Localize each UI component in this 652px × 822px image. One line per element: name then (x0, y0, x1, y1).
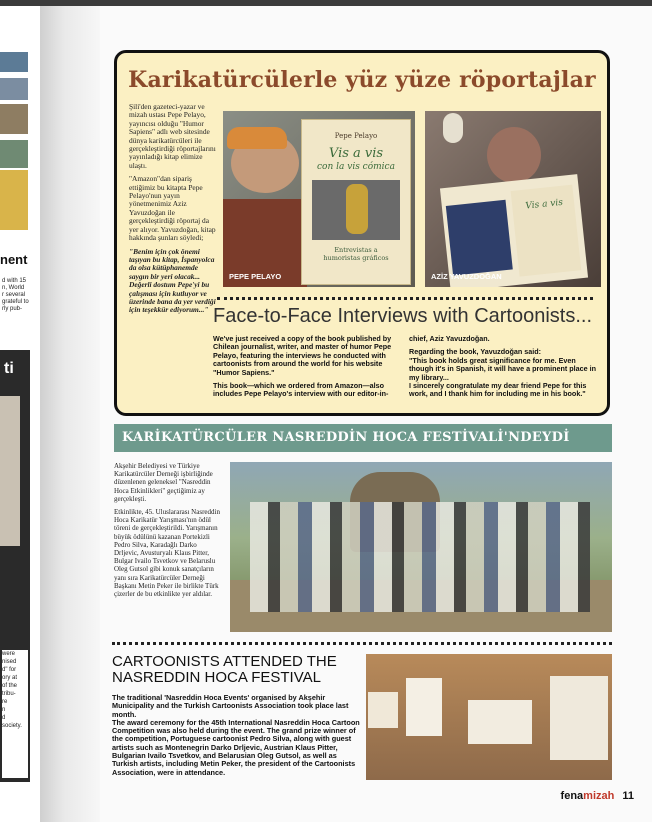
festival-english-title (112, 654, 362, 686)
paragraph: Regarding the book, Yavuzdoğan said: (409, 347, 542, 357)
exhibited-cartoon (550, 676, 608, 760)
thumbnail-image (0, 78, 28, 100)
background-sign (443, 113, 463, 143)
previous-page-edge (0, 6, 40, 822)
book-character-illustration (346, 184, 368, 234)
paragraph: chief, Aziz Yavuzdoğan. (409, 334, 490, 343)
english-subtitle: Face-to-Face Interviews with Cartoonists... (213, 305, 593, 327)
left-page-photo (0, 396, 20, 546)
magazine-brand: fena (560, 790, 584, 802)
magazine-brand: mizah (583, 790, 615, 802)
book-subtitle: Entrevistas a (334, 246, 378, 254)
thumbnail-image (0, 104, 28, 134)
paragraph: We've just received a copy of the book published by Chilean journalist, writer, and master of humor Pepe Pelayo, featuring the interviews he conducted with cartoonists from around the world for his website "Humor Sapiens." (213, 334, 392, 377)
paragraph: I sincerely congratulate my dear friend Pepe for this work, and I thank him for including me in his book." (409, 381, 587, 399)
book-page-illustration (446, 200, 513, 276)
photo-caption: AZİZ YAVUZDOĞAN (431, 272, 502, 281)
pepe-pelayo-photo (223, 111, 415, 287)
paragraph: "Amazon"dan sipariş ettiğimiz bu kitapta Pepe Pelayo'nun yayın yönetmenimiz Aziz Yavuzdoğan ile gerçekleştirdiği röportaj da yer alıyor. Yavuzdoğan, kitap hakkında şunları söyledi; (129, 174, 216, 243)
paragraph: Etkinlikte, 45. Uluslararası Nasreddin Hoca Karikatür Yarışması'nın ödül töreni de gerçekleştirildi. Yarışmanın büyük ödülünü kazanan Portekizli Pedro Silva, Karadağlı Darko Drljevic, Avusturyalı Klaus Pitter, Bulgar Ivailo Tsvetkov ve Belaruslu Oleg Gutsol gibi konuk sanatçıların yanı sıra Karikatürcüler Derneği Başkanı Metin Peker ile birlikte Türk çizerler de bu etkinlikte yer aldılar. (114, 508, 220, 599)
paragraph: Akşehir Belediyesi ve Türkiye Karikatürcüler Derneği işbirliğinde düzenlenen geleneksel "Nasreddin Hoca Etkinlikleri" geçtiğimiz ay gerçekleşti. (114, 462, 213, 503)
photo-caption: PEPE PELAYO (229, 272, 282, 281)
aziz-yavuzdogan-photo (425, 111, 601, 287)
title-line: NASREDDIN HOCA FESTIVAL (112, 669, 321, 686)
exhibited-cartoon (406, 678, 442, 736)
interview-feature-box (114, 50, 610, 416)
feature-title: Karikatürcülerle yüz yüze röportajlar (128, 67, 596, 93)
left-page-text: d with 15 n, World r several grateful to rly pub- (2, 278, 29, 312)
thumbnail-image (0, 140, 28, 168)
book-cover (301, 119, 411, 285)
title-line: CARTOONISTS ATTENDED THE (112, 653, 337, 670)
dotted-divider (112, 642, 612, 645)
turkish-text-column (129, 103, 217, 320)
festival-group-photo (230, 462, 612, 632)
festival-banner-title: KARİKATÜRCÜLER NASREDDİN HOCA FESTİVALİ'NDEYDİ (122, 430, 570, 445)
book-subtitle: humoristas gráficos (323, 254, 389, 262)
left-page-heading: ti (4, 360, 14, 377)
paragraph: "This book holds great significance for me. Even though it's in Spanish, it will have a prominent place in my library... (409, 355, 597, 382)
exhibited-cartoon (368, 692, 398, 728)
paragraph: The traditional 'Nasreddin Hoca Events' organised by Akşehir Municipality and the Turkish Cartoonists Association took place last month. (112, 693, 349, 719)
dotted-divider (217, 297, 593, 300)
left-page-heading: nent (0, 252, 28, 267)
paragraph: This book—which we ordered from Amazon—also includes Pepe Pelayo's interview with our editor-in- (213, 381, 389, 399)
book-title-line: Vis a vis (525, 197, 564, 212)
group-of-people (250, 502, 590, 612)
left-page-text: were nised d" for ory at of the tribu- re n d society. (2, 650, 28, 778)
cap-hat (227, 127, 287, 149)
book-author: Pepe Pelayo (334, 132, 378, 140)
page-gutter (40, 6, 100, 822)
festival-turkish-text (114, 462, 222, 603)
thumbnail-image (0, 52, 28, 72)
person-face (487, 127, 541, 183)
exhibition-photo (366, 654, 612, 780)
exhibited-cartoon (468, 700, 532, 744)
book-title-line: Vis a vis (328, 146, 384, 161)
book-title-line: con la vis cómica (317, 162, 395, 172)
english-text-column (213, 335, 399, 404)
quote-paragraph: "Benim için çok önemi taşıyan bu kitap, İspanyolca da olsa kütüphanemde saygın bir yeri olacak... Değerli dostum Pepe'yi bu çalışması için kutluyor ve üzerinde bana da yer verdiği için teşekkür ediyorum..." (129, 246, 216, 315)
page-footer (561, 790, 634, 802)
festival-banner (114, 424, 612, 452)
paragraph: The award ceremony for the 45th International Nasreddin Hoca Cartoon Competition was also held during the event. The grand prize winner of the competition, Portuguese cartoonist Pedro Silva, along with guest artists such as Montenegrin Darko Drljevic, Austrian Klaus Pitter, Bulgarian Ivailo Tsvetkov, and Belarusian Oleg Gutsol, as well as Turkish artists, including Metin Peker, the president of the Cartoonists Association, were in attendance. (112, 717, 360, 777)
magazine-page (100, 6, 652, 822)
thumbnail-image (0, 170, 28, 230)
left-page-dark-panel (0, 350, 30, 782)
paragraph: Şili'den gazeteci-yazar ve mizah ustası Pepe Pelayo, yayıncısı olduğu "Humor Sapiens" adlı web sitesinde dünya karikatürcüleri ile gerçekleştirdiği röportajlarını yayınladığı kitap elimize ulaştı. (129, 102, 216, 170)
festival-english-text (112, 694, 362, 777)
page-number: 11 (622, 790, 634, 802)
english-text-column (409, 335, 599, 404)
open-book (440, 174, 588, 287)
